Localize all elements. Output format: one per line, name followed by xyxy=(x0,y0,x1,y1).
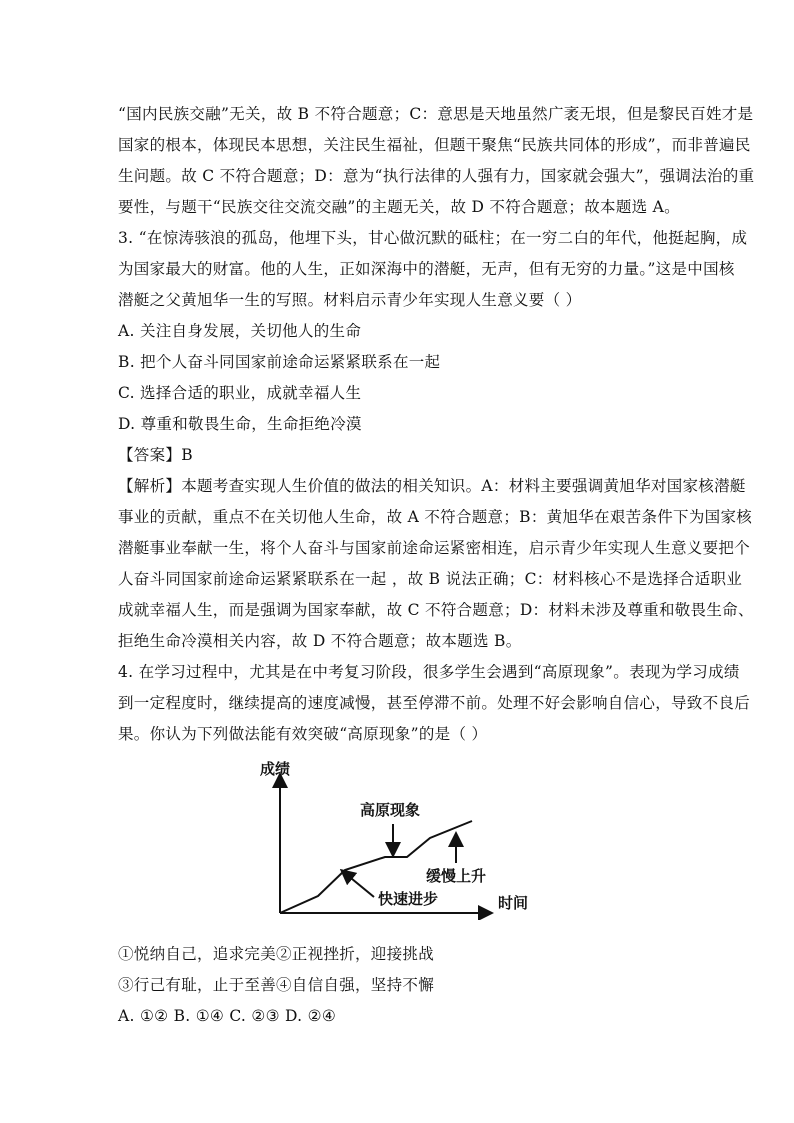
question-4-choices: ③行己有耻，止于至善④自信自强，坚持不懈 xyxy=(118,976,435,994)
question-3-stem: 潜艇之父黄旭华一生的写照。材料启示青少年实现人生意义要（ ） xyxy=(118,291,582,309)
fast-progress-label: 快速进步 xyxy=(378,890,439,908)
y-axis-label: 成绩 xyxy=(260,760,291,778)
text-line: 生问题。故 C 不符合题意；D：意为“执行法律的人强有力，国家就会强大”，强调法治的重 xyxy=(118,167,755,185)
question-4-stem: 4. 在学习过程中，尤其是在中考复习阶段，很多学生会遇到“高原现象”。表现为学习成绩 xyxy=(118,663,740,681)
plateau-figure xyxy=(250,758,550,920)
question-4-options: A. ①② B. ①④ C. ②③ D. ②④ xyxy=(118,1007,337,1025)
slow-rise-label: 缓慢上升 xyxy=(426,867,487,885)
question-3-option-c: C. 选择合适的职业，成就幸福人生 xyxy=(118,384,362,402)
question-4-stem: 到一定程度时，继续提高的速度减慢，甚至停滞不前。处理不好会影响自信心，导致不良后 xyxy=(118,694,751,712)
question-3-answer: 【答案】B xyxy=(118,446,193,464)
question-3-option-b: B. 把个人奋斗同国家前途命运紧紧联系在一起 xyxy=(118,353,441,371)
question-3-analysis: 拒绝生命冷漠相关内容，故 D 不符合题意；故本题选 B。 xyxy=(118,632,522,650)
x-axis-label: 时间 xyxy=(498,894,529,912)
text-line: 国家的根本，体现民本思想，关注民生福祉，但题干聚焦“民族共同体的形成”，而非普遍民 xyxy=(118,136,751,154)
question-3-option-a: A. 关注自身发展，关切他人的生命 xyxy=(118,322,362,340)
question-3-option-d: D. 尊重和敬畏生命，生命拒绝冷漠 xyxy=(118,415,362,433)
question-4-stem: 果。你认为下列做法能有效突破“高原现象”的是（ ） xyxy=(118,725,488,743)
question-3-analysis: 成就幸福人生，而是强调为国家奉献，故 C 不符合题意；D：材料未涉及尊重和敬畏生命、 xyxy=(118,601,754,619)
question-3-analysis: 【解析】本题考查实现人生价值的做法的相关知识。A：材料主要强调黄旭华对国家核潜艇 xyxy=(118,477,746,495)
question-3-analysis: 人奋斗同国家前途命运紧紧联系在一起 ，故 B 说法正确；C：材料核心不是选择合适职业 xyxy=(118,570,743,588)
text-line: 要性，与题干“民族交往交流交融”的主题无关，故 D 不符合题意；故本题选 A。 xyxy=(118,198,680,216)
question-3-analysis: 潜艇事业奉献一生，将个人奋斗与国家前途命运紧密相连，启示青少年实现人生意义要把个 xyxy=(118,539,751,557)
question-3-stem: 3. “在惊涛骇浪的孤岛，他埋下头，甘心做沉默的砥柱；在一穷二白的年代，他挺起胸，成 xyxy=(118,229,748,247)
plateau-label: 高原现象 xyxy=(360,801,421,819)
question-3-stem: 为国家最大的财富。他的人生，正如深海中的潜艇，无声，但有无穷的力量。”这是中国核 xyxy=(118,260,735,278)
fast-progress-arrow xyxy=(346,874,374,897)
question-3-analysis: 事业的贡献，重点不在关切他人生命，故 A 不符合题意；B：黄旭华在艰苦条件下为国家核 xyxy=(118,508,753,526)
question-4-choices: ①悦纳自己，追求完美②正视挫折，迎接挑战 xyxy=(118,945,435,963)
text-line: “国内民族交融”无关，故 B 不符合题意；C：意思是天地虽然广袤无垠，但是黎民百姓才是 xyxy=(118,105,754,123)
